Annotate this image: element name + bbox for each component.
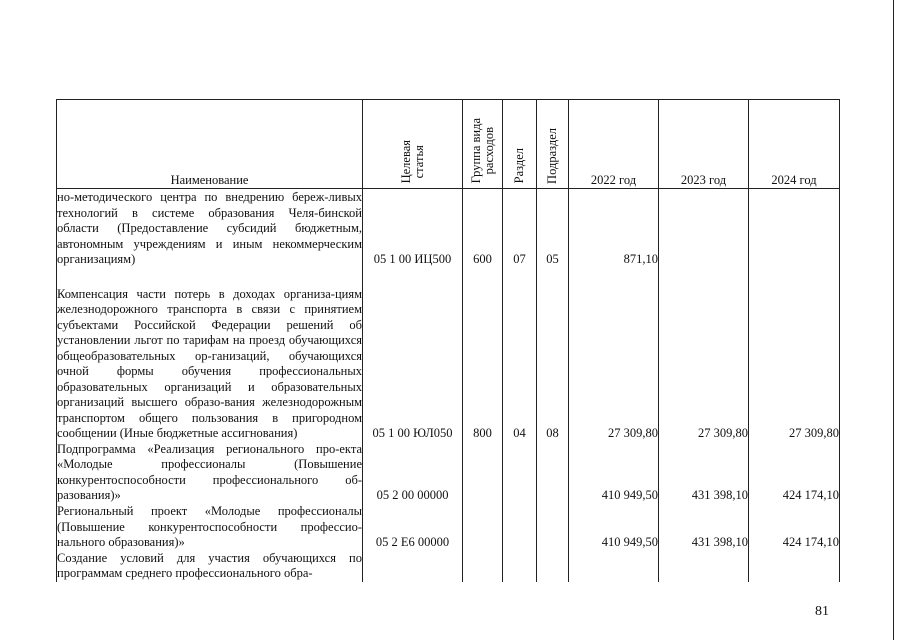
row-2024: 424 174,10 [749,504,840,551]
page-edge-line [893,0,894,640]
header-row [57,100,840,189]
row-target-article: 05 1 00 ИЦ500 [363,189,463,268]
row-subsection: 08 [537,268,569,442]
row-target-article: 05 1 00 ЮЛ050 [363,268,463,442]
row-name: Подпрограмма «Реализация регионального про-екта «Молодые профессионалы (Повышение конкурентоспособности профессионального об-разования)» [57,441,362,502]
header-2023: 2023 год [659,100,749,189]
row-expense-group: 600 [463,189,503,268]
row-2024 [749,551,840,582]
row-name: Компенсация части потерь в доходах организа-циям железнодорожного транспорта в связи с принятием субъектами Российской Федерации решений об установлении льгот по тарифам на проезд обучающихся общеобразовательных ор-ганизаций, обучающихся очной формы обучения профессиональных образовательных организаций и образовательных организаций высшего образо-вания железнодорожным транспортом общего пользования в пригородном сообщении (Иные бюджетные ассигнования) [57,268,363,442]
row-2023 [659,551,749,582]
budget-table [56,99,840,582]
row-expense-group: 800 [463,268,503,442]
row-section: 04 [503,268,537,442]
row-2024: 424 174,10 [749,442,840,504]
row-section: 07 [503,189,537,268]
header-expense-group: Группа вида расходов [463,100,503,189]
row-target-article [363,551,463,582]
row-2022: 871,10 [569,189,659,268]
row-2022 [569,551,659,582]
row-name: Региональный проект «Молодые профессионалы (Повышение конкурентоспособности профессио-нального образования)» [57,504,362,549]
row-2023: 431 398,10 [659,442,749,504]
row-expense-group [463,442,503,504]
row-subsection: 05 [537,189,569,268]
header-target-article: Целевая статья [363,100,463,189]
row-2023: 27 309,80 [659,268,749,442]
table-row [57,551,840,582]
table-row [57,442,840,504]
row-expense-group [463,551,503,582]
row-target-article: 05 2 Е6 00000 [363,504,463,551]
table-row [57,268,840,442]
row-2024 [749,189,840,268]
header-subsection: Подраздел [537,100,569,189]
row-2023: 431 398,10 [659,504,749,551]
row-2022: 27 309,80 [569,268,659,442]
row-section [503,504,537,551]
table-row [57,504,840,551]
row-2022: 410 949,50 [569,504,659,551]
row-2023 [659,189,749,268]
row-2024: 27 309,80 [749,268,840,442]
row-section [503,442,537,504]
row-section [503,551,537,582]
header-2022: 2022 год [569,100,659,189]
row-target-article: 05 2 00 00000 [363,442,463,504]
header-name: Наименование [57,100,363,189]
header-section: Раздел [503,100,537,189]
row-subsection [537,504,569,551]
row-name: но-методического центра по внедрению береж-ливых технологий в системе образования Челя-бинской области (Предоставление субсидий бюджетным, автономным учреждениям и иным некоммерческим организациям) [57,190,362,266]
page-number: 81 [815,604,829,619]
table-row [57,189,840,268]
row-expense-group [463,504,503,551]
row-subsection [537,551,569,582]
row-subsection [537,442,569,504]
row-name: Создание условий для участия обучающихся по программам среднего профессионального обра- [57,550,362,580]
header-2024: 2024 год [749,100,840,189]
row-2022: 410 949,50 [569,442,659,504]
